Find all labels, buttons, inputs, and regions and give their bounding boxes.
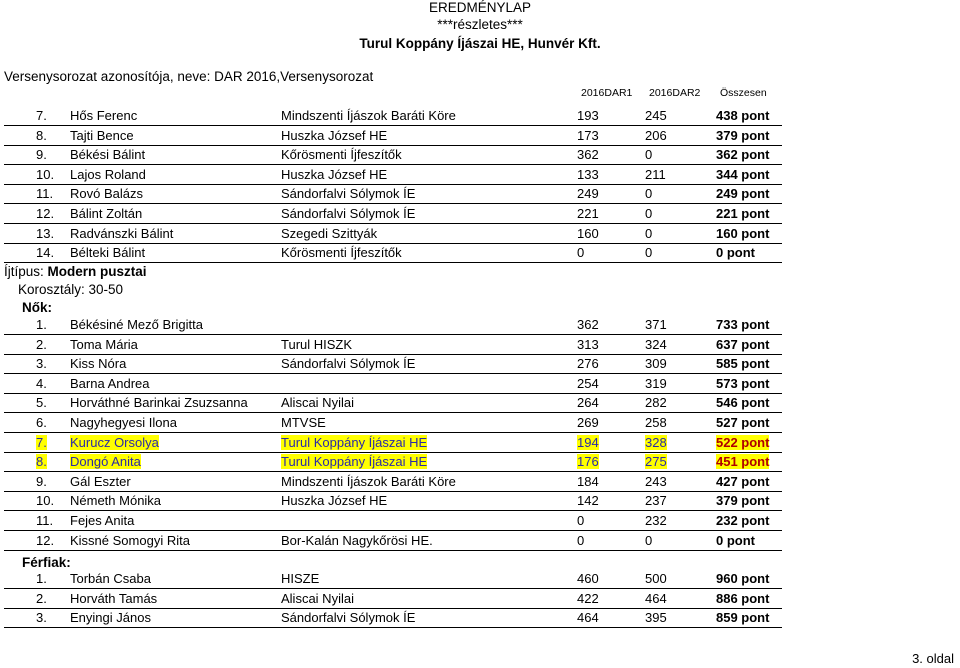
cell-name: Rovó Balázs xyxy=(70,186,143,202)
cell-total: 637 pont xyxy=(716,336,770,352)
section-men: Férfiak: xyxy=(22,555,71,570)
cell-name: Torbán Csaba xyxy=(70,571,151,586)
column-header-total: Összesen xyxy=(720,87,767,99)
table-row xyxy=(4,452,782,472)
cell-rank: 10. xyxy=(36,493,55,509)
table-row xyxy=(4,413,782,433)
cell-d1: 464 xyxy=(577,610,599,626)
cell-name: Tajti Bence xyxy=(70,127,134,143)
cell-d2: 245 xyxy=(645,108,667,123)
cell-d2: 282 xyxy=(645,395,667,411)
cell-d1: 0 xyxy=(577,245,585,261)
cell-club: MTVSE xyxy=(281,415,326,430)
cell-d2: 319 xyxy=(645,375,667,391)
cell-name: Kissné Somogyi Rita xyxy=(70,532,190,548)
cell-rank: 7. xyxy=(36,108,47,123)
cell-rank: 11. xyxy=(36,186,54,202)
table-row xyxy=(4,243,782,263)
section-bow-type-label: Íjtípus: xyxy=(4,264,48,279)
cell-name: Toma Mária xyxy=(70,336,138,352)
cell-club: Sándorfalvi Sólymok ÍE xyxy=(281,610,416,626)
cell-total: 379 pont xyxy=(716,127,770,143)
cell-rank: 11. xyxy=(36,513,54,528)
cell-total: 585 pont xyxy=(716,356,770,372)
cell-club: Mindszenti Íjászok Baráti Köre xyxy=(281,108,456,123)
table-row xyxy=(4,335,782,355)
cell-rank: 8. xyxy=(36,454,47,470)
cell-total: 344 pont xyxy=(716,166,770,182)
cell-total: 527 pont xyxy=(716,415,770,430)
cell-d2: 211 xyxy=(645,166,666,182)
cell-name: Fejes Anita xyxy=(70,513,135,528)
cell-rank: 5. xyxy=(36,395,47,411)
cell-rank: 12. xyxy=(36,206,55,221)
table-row xyxy=(4,393,782,413)
cell-club: Mindszenti Íjászok Baráti Köre xyxy=(281,473,456,489)
cell-d1: 269 xyxy=(577,415,599,430)
table-row xyxy=(4,472,782,492)
cell-total: 232 pont xyxy=(716,513,770,528)
cell-club: Kőrösmenti Íjfeszítők xyxy=(281,147,402,163)
cell-name: Békési Bálint xyxy=(70,147,146,163)
column-header-d2: 2016DAR2 xyxy=(649,87,701,99)
cell-d2: 232 xyxy=(645,513,667,528)
table-row xyxy=(4,145,782,165)
cell-d2: 0 xyxy=(645,206,653,221)
cell-d1: 0 xyxy=(577,532,585,548)
cell-name: Hős Ferenc xyxy=(70,108,138,123)
cell-rank: 8. xyxy=(36,127,47,143)
table-row xyxy=(4,165,782,185)
cell-d1: 221 xyxy=(577,206,599,221)
cell-name: Békésiné Mező Brigitta xyxy=(70,317,203,332)
cell-d1: 142 xyxy=(577,493,599,509)
cell-d2: 0 xyxy=(645,245,653,261)
cell-d2: 275 xyxy=(645,454,667,470)
cell-name: Horváthné Barinkai Zsuzsanna xyxy=(70,395,248,411)
cell-rank: 7. xyxy=(36,434,47,450)
table-row xyxy=(4,491,782,511)
cell-club: Huszka József HE xyxy=(281,493,388,509)
cell-rank: 3. xyxy=(36,610,47,626)
cell-d2: 243 xyxy=(645,473,667,489)
cell-rank: 12. xyxy=(36,532,55,548)
cell-d2: 371 xyxy=(645,317,667,332)
cell-name: Kiss Nóra xyxy=(70,356,127,372)
table-row xyxy=(4,569,782,589)
page-title: EREDMÉNYLAP xyxy=(428,0,532,15)
table-row xyxy=(4,184,782,204)
cell-total: 546 pont xyxy=(716,395,770,411)
section-age-group: Korosztály: 30-50 xyxy=(18,282,124,297)
cell-name: Enyingi János xyxy=(70,610,151,626)
cell-club: Aliscai Nyilai xyxy=(281,395,354,411)
cell-club: Sándorfalvi Sólymok ÍE xyxy=(281,356,416,372)
cell-name: Kurucz Orsolya xyxy=(70,434,159,450)
cell-name: Bálint Zoltán xyxy=(70,206,143,221)
cell-d1: 362 xyxy=(577,317,599,332)
cell-d1: 173 xyxy=(577,127,599,143)
cell-name: Lajos Roland xyxy=(70,166,146,182)
cell-total: 859 pont xyxy=(716,610,770,626)
table-row xyxy=(4,315,782,335)
cell-name: Radvánszki Bálint xyxy=(70,225,174,241)
cell-d2: 258 xyxy=(645,415,667,430)
table-row xyxy=(4,204,782,224)
page-subtitle: ***részletes*** xyxy=(437,17,523,32)
cell-d1: 0 xyxy=(577,513,585,528)
cell-d2: 464 xyxy=(645,590,667,606)
cell-total: 221 pont xyxy=(716,206,770,221)
cell-d2: 0 xyxy=(645,147,653,163)
cell-total: 160 pont xyxy=(716,225,770,241)
table-row xyxy=(4,224,782,244)
cell-d2: 0 xyxy=(645,186,653,202)
cell-total: 438 pont xyxy=(716,108,770,123)
cell-d1: 422 xyxy=(577,590,599,606)
cell-d1: 176 xyxy=(577,454,599,470)
cell-total: 573 pont xyxy=(716,375,770,391)
cell-d2: 0 xyxy=(645,532,653,548)
cell-rank: 14. xyxy=(36,245,55,261)
cell-total: 362 pont xyxy=(716,147,770,163)
cell-d1: 276 xyxy=(577,356,599,372)
table-row xyxy=(4,589,782,609)
cell-d1: 194 xyxy=(577,434,599,450)
cell-rank: 1. xyxy=(36,571,47,586)
cell-total: 960 pont xyxy=(716,571,770,586)
cell-d2: 237 xyxy=(645,493,667,509)
table-row xyxy=(4,531,782,551)
cell-rank: 13. xyxy=(36,225,55,241)
cell-d1: 133 xyxy=(577,166,599,182)
cell-club: Sándorfalvi Sólymok ÍE xyxy=(281,186,416,202)
table-row xyxy=(4,354,782,374)
cell-name: Barna Andrea xyxy=(70,375,150,391)
cell-club: Huszka József HE xyxy=(281,166,388,182)
cell-d1: 249 xyxy=(577,186,599,202)
cell-total: 0 pont xyxy=(716,245,755,261)
table-row xyxy=(4,608,782,628)
cell-rank: 6. xyxy=(36,415,47,430)
page-number: 3. oldal xyxy=(912,651,954,666)
cell-d1: 313 xyxy=(577,336,599,352)
cell-rank: 2. xyxy=(36,590,47,606)
cell-rank: 2. xyxy=(36,336,47,352)
series-label: Versenysorozat azonosítója, neve: DAR 2016,Versenysorozat xyxy=(4,69,374,84)
cell-club: Turul Koppány Íjászai HE xyxy=(281,454,428,470)
cell-d1: 460 xyxy=(577,571,599,586)
column-header-d1: 2016DAR1 xyxy=(581,87,633,99)
table-row xyxy=(4,433,782,453)
cell-club: Turul Koppány Íjászai HE xyxy=(281,434,428,450)
cell-rank: 9. xyxy=(36,147,47,163)
table-row xyxy=(4,511,782,531)
cell-club: HISZE xyxy=(281,571,320,586)
cell-d2: 395 xyxy=(645,610,667,626)
cell-rank: 9. xyxy=(36,473,47,489)
cell-d2: 206 xyxy=(645,127,667,143)
cell-total: 379 pont xyxy=(716,493,770,509)
cell-club: Huszka József HE xyxy=(281,127,388,143)
cell-d2: 500 xyxy=(645,571,667,586)
cell-name: Gál Eszter xyxy=(70,473,131,489)
section-bow-type-value: Modern pusztai xyxy=(47,264,147,279)
table-row xyxy=(4,374,782,394)
cell-name: Dongó Anita xyxy=(70,454,141,470)
cell-rank: 1. xyxy=(36,317,47,332)
cell-total: 733 pont xyxy=(716,317,770,332)
cell-total: 427 pont xyxy=(716,473,770,489)
cell-rank: 4. xyxy=(36,375,47,391)
cell-d1: 254 xyxy=(577,375,599,391)
cell-total: 886 pont xyxy=(716,590,770,606)
cell-rank: 3. xyxy=(36,356,47,372)
cell-rank: 10. xyxy=(36,166,55,182)
cell-club: Kőrösmenti Íjfeszítők xyxy=(281,245,402,261)
cell-name: Németh Mónika xyxy=(70,493,162,509)
cell-d2: 324 xyxy=(645,336,667,352)
cell-d1: 193 xyxy=(577,108,599,123)
cell-d1: 160 xyxy=(577,225,599,241)
cell-club: Szegedi Szittyák xyxy=(281,225,378,241)
cell-name: Nagyhegyesi Ilona xyxy=(70,415,177,430)
cell-total: 249 pont xyxy=(716,186,770,202)
cell-d2: 309 xyxy=(645,356,667,372)
cell-name: Horváth Tamás xyxy=(70,590,158,606)
cell-club: Bor-Kalán Nagykőrösi HE. xyxy=(281,532,433,548)
section-bow-type xyxy=(4,264,147,279)
cell-d1: 264 xyxy=(577,395,599,411)
section-women: Nők: xyxy=(22,300,52,315)
cell-club: Aliscai Nyilai xyxy=(281,590,354,606)
cell-d1: 362 xyxy=(577,147,599,163)
cell-club: Turul HISZK xyxy=(281,336,353,352)
cell-club: Sándorfalvi Sólymok ÍE xyxy=(281,206,416,221)
cell-total: 451 pont xyxy=(716,454,770,470)
cell-total: 522 pont xyxy=(716,434,770,450)
table-row xyxy=(4,126,782,146)
cell-d1: 184 xyxy=(577,473,599,489)
cell-d2: 328 xyxy=(645,434,667,450)
table-row xyxy=(4,106,782,126)
organizer-name: Turul Koppány Íjászai HE, Hunvér Kft. xyxy=(359,36,601,51)
cell-total: 0 pont xyxy=(716,532,755,548)
cell-d2: 0 xyxy=(645,225,653,241)
cell-name: Bélteki Bálint xyxy=(70,245,146,261)
